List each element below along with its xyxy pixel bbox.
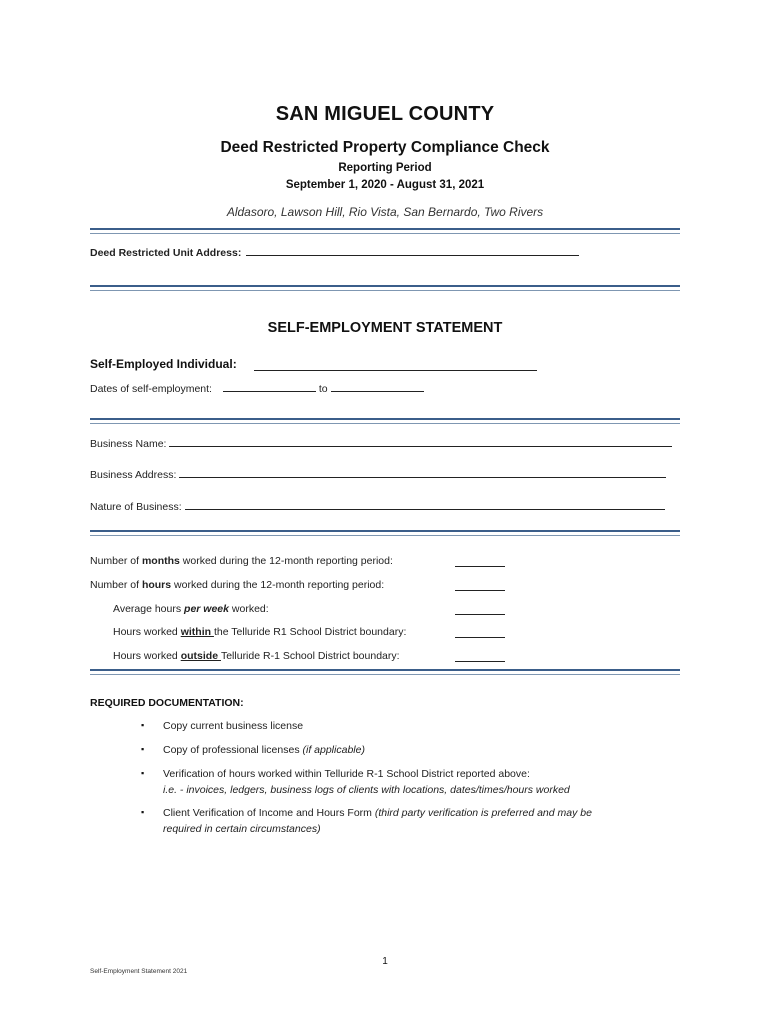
- documentation-heading: REQUIRED DOCUMENTATION:: [90, 697, 244, 709]
- county-heading: SAN MIGUEL COUNTY: [275, 103, 495, 125]
- divider: [90, 418, 680, 424]
- business-nature-row: [90, 500, 665, 513]
- within-text-c: the Telluride R1 School District boundary:: [213, 626, 407, 638]
- avg-hours-question: [113, 603, 269, 615]
- hours-text-b: hours: [141, 579, 172, 591]
- within-text-b: within: [180, 626, 214, 638]
- doc-item2-italic: (if applicable): [302, 744, 365, 756]
- outside-hours-question: [113, 650, 400, 662]
- footer-doc-name: Self-Employment Statement 2021: [90, 968, 188, 975]
- doc-item3-text: Verification of hours worked within Telluride R-1 School District reported above:: [163, 768, 530, 780]
- dates-row: [90, 382, 424, 395]
- dates-to-label: to: [318, 383, 328, 395]
- doc-item-business-license: Copy current business license: [163, 720, 304, 732]
- within-hours-answer-field[interactable]: [455, 629, 505, 638]
- months-text-a: Number of: [90, 555, 142, 567]
- business-address-field[interactable]: [179, 468, 666, 478]
- divider: [90, 228, 680, 234]
- business-name-field[interactable]: [169, 437, 672, 447]
- document-title: Deed Restricted Property Compliance Check: [220, 139, 550, 156]
- address-row: [90, 246, 579, 259]
- page-number: 1: [382, 956, 388, 967]
- address-field[interactable]: [246, 246, 579, 256]
- doc-item-professional-licenses: [163, 742, 365, 758]
- months-question: [90, 555, 393, 567]
- business-address-label: Business Address:: [90, 469, 177, 481]
- places-list: Aldasoro, Lawson Hill, Rio Vista, San Bernardo, Two Rivers: [226, 205, 544, 219]
- outside-text-a: Hours worked: [113, 650, 181, 662]
- bullet-icon: ▪: [141, 807, 145, 817]
- divider: [90, 285, 680, 291]
- hours-answer-field[interactable]: [455, 582, 505, 591]
- business-nature-field[interactable]: [185, 500, 665, 510]
- bullet-icon: ▪: [141, 720, 145, 730]
- hours-text-a: Number of: [90, 579, 142, 591]
- hours-question: [90, 579, 384, 591]
- doc-item3-italic: i.e. - invoices, ledgers, business logs of clients with locations, dates/times/hours worked: [163, 784, 570, 796]
- doc-item4-text: Client Verification of Income and Hours Form: [163, 807, 375, 819]
- business-nature-label: Nature of Business:: [90, 501, 182, 513]
- months-answer-field[interactable]: [455, 558, 505, 567]
- doc-item4-italic-b: required in certain circumstances): [163, 823, 321, 835]
- dates-from-field[interactable]: [223, 382, 316, 392]
- dates-to-field[interactable]: [331, 382, 424, 392]
- doc-item2-text: Copy of professional licenses: [163, 744, 303, 756]
- hours-text-c: worked during the 12-month reporting period:: [171, 579, 385, 591]
- divider: [90, 669, 680, 675]
- dates-label: Dates of self-employment:: [90, 383, 212, 395]
- individual-field[interactable]: [254, 361, 537, 371]
- bullet-icon: ▪: [141, 744, 145, 754]
- divider: [90, 530, 680, 536]
- address-label: Deed Restricted Unit Address:: [90, 247, 242, 259]
- reporting-label: Reporting Period: [338, 162, 432, 174]
- bullet-icon: ▪: [141, 768, 145, 778]
- business-name-label: Business Name:: [90, 438, 167, 450]
- outside-hours-answer-field[interactable]: [455, 653, 505, 662]
- months-text-c: worked during the 12-month reporting period:: [179, 555, 393, 567]
- avg-text-a: Average hours: [113, 603, 185, 615]
- outside-text-c: Telluride R-1 School District boundary:: [220, 650, 400, 662]
- outside-text-b: outside: [180, 650, 221, 662]
- within-text-a: Hours worked: [113, 626, 181, 638]
- doc-item4-italic-a: (third party verification is preferred and may be: [374, 807, 592, 819]
- reporting-period: September 1, 2020 - August 31, 2021: [285, 179, 485, 191]
- avg-hours-answer-field[interactable]: [455, 606, 505, 615]
- section-title: SELF-EMPLOYMENT STATEMENT: [267, 320, 503, 336]
- avg-text-c: worked:: [228, 603, 269, 615]
- doc-item-client-verification: [163, 805, 592, 837]
- months-text-b: months: [141, 555, 180, 567]
- doc-item-hours-verification: [163, 766, 570, 798]
- business-address-row: [90, 468, 666, 481]
- avg-text-b: per week: [184, 603, 229, 615]
- within-hours-question: [113, 626, 406, 638]
- business-name-row: [90, 437, 672, 450]
- individual-label: Self-Employed Individual:: [90, 357, 237, 371]
